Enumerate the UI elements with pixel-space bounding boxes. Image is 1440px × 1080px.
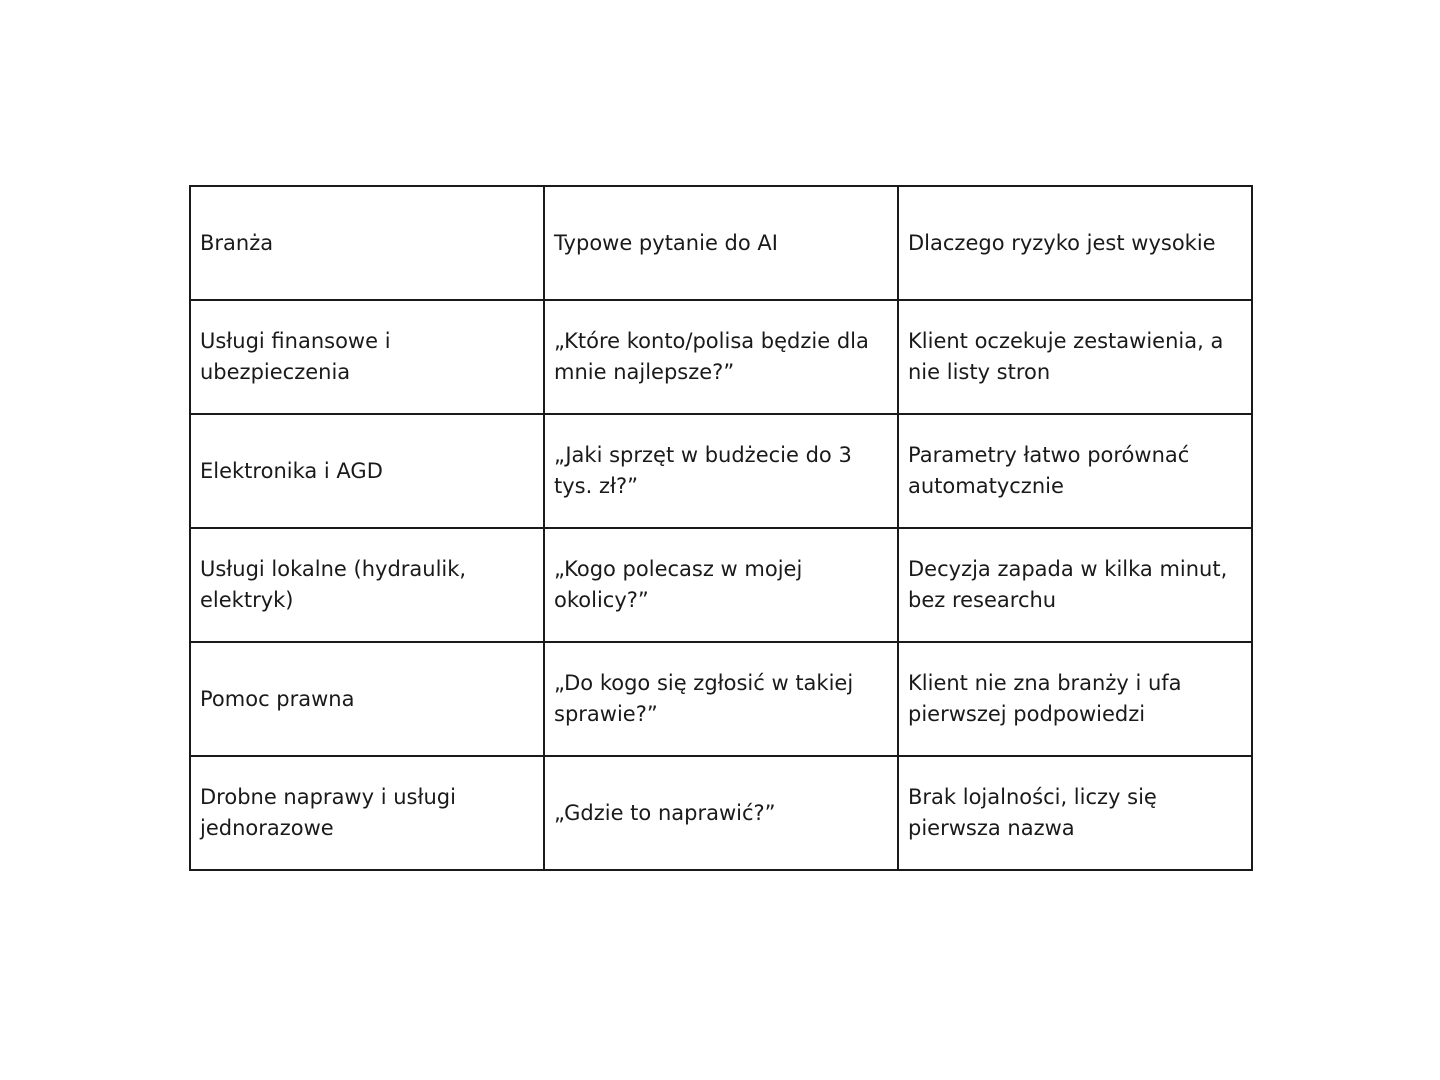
risk-table-container	[189, 185, 1251, 871]
cell-reason: Decyzja zapada w kilka minut, bez researchu	[898, 528, 1252, 642]
cell-reason: Parametry łatwo porównać automatycznie	[898, 414, 1252, 528]
cell-industry: Elektronika i AGD	[190, 414, 544, 528]
table-row	[190, 642, 1252, 756]
cell-industry: Usługi lokalne (hydraulik, elektryk)	[190, 528, 544, 642]
cell-industry: Drobne naprawy i usługi jednorazowe	[190, 756, 544, 870]
cell-reason: Klient nie zna branży i ufa pierwszej podpowiedzi	[898, 642, 1252, 756]
table-row	[190, 414, 1252, 528]
cell-industry: Usługi finansowe i ubezpieczenia	[190, 300, 544, 414]
header-risk-reason: Dlaczego ryzyko jest wysokie	[898, 186, 1252, 300]
cell-question: „Jaki sprzęt w budżecie do 3 tys. zł?”	[544, 414, 898, 528]
cell-question: „Które konto/polisa będzie dla mnie najlepsze?”	[544, 300, 898, 414]
table-row	[190, 756, 1252, 870]
cell-reason: Klient oczekuje zestawienia, a nie listy stron	[898, 300, 1252, 414]
table-row	[190, 528, 1252, 642]
cell-industry: Pomoc prawna	[190, 642, 544, 756]
table-header-row	[190, 186, 1252, 300]
header-industry: Branża	[190, 186, 544, 300]
header-typical-question: Typowe pytanie do AI	[544, 186, 898, 300]
industry-risk-table	[189, 185, 1253, 871]
cell-question: „Kogo polecasz w mojej okolicy?”	[544, 528, 898, 642]
cell-reason: Brak lojalności, liczy się pierwsza nazwa	[898, 756, 1252, 870]
table-row	[190, 300, 1252, 414]
cell-question: „Do kogo się zgłosić w takiej sprawie?”	[544, 642, 898, 756]
cell-question: „Gdzie to naprawić?”	[544, 756, 898, 870]
